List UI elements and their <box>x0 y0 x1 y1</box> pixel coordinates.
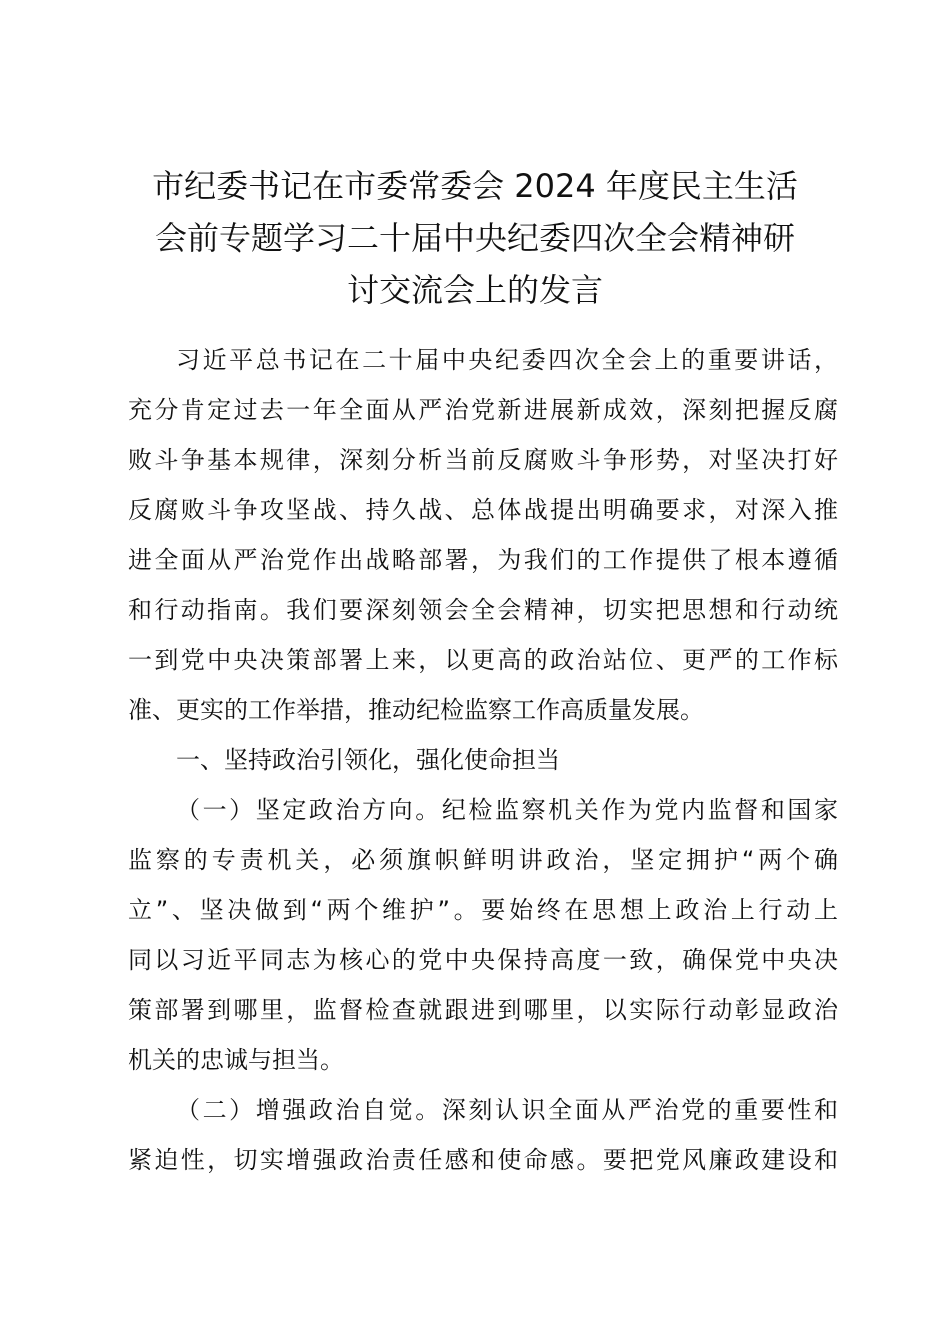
paragraph-line: 机关的忠诚与担当。 <box>128 1046 344 1074</box>
paragraph-line: （二）增强政治自觉。深刻认识全面从严治党的重要性和 <box>176 1096 838 1124</box>
paragraph-line: 准、更实的工作举措，推动纪检监察工作高质量发展。 <box>128 696 704 724</box>
paragraph-line: 同以习近平同志为核心的党中央保持高度一致，确保党中央决 <box>128 946 838 974</box>
paragraph-line: 立”、坚决做到“两个维护”。要始终在思想上政治上行动上 <box>128 896 838 924</box>
paragraph-line: 反腐败斗争攻坚战、持久战、总体战提出明确要求，对深入推 <box>128 496 838 524</box>
paragraph-line: 和行动指南。我们要深刻领会全会精神，切实把思想和行动统 <box>128 596 838 624</box>
paragraph-line: 策部署到哪里，监督检查就跟进到哪里，以实际行动彰显政治 <box>128 996 838 1024</box>
paragraph-line: （一）坚定政治方向。纪检监察机关作为党内监督和国家 <box>176 796 838 824</box>
paragraph-line: 进全面从严治党作出战略部署，为我们的工作提供了根本遵循 <box>128 546 838 574</box>
title-line: 会前专题学习二十届中央纪委四次全会精神研 <box>154 219 795 257</box>
paragraph-line: 充分肯定过去一年全面从严治党新进展新成效，深刻把握反腐 <box>128 396 838 424</box>
paragraph-line: 败斗争基本规律，深刻分析当前反腐败斗争形势，对坚决打好 <box>128 446 838 474</box>
paragraph-line: 习近平总书记在二十届中央纪委四次全会上的重要讲话， <box>176 346 838 374</box>
title-line: 市纪委书记在市委常委会 2024 年度民主生活 <box>152 167 798 205</box>
title-line: 讨交流会上的发言 <box>346 271 603 309</box>
paragraph-line: 一到党中央决策部署上来，以更高的政治站位、更严的工作标 <box>128 646 838 674</box>
paragraph-line: 监察的专责机关，必须旗帜鲜明讲政治，坚定拥护“两个确 <box>128 846 838 874</box>
paragraph-line: 紧迫性，切实增强政治责任感和使命感。要把党风廉政建设和 <box>128 1146 838 1174</box>
section-heading: 一、坚持政治引领化，强化使命担当 <box>176 746 560 774</box>
document-title <box>110 160 840 316</box>
document-body <box>128 335 838 1185</box>
